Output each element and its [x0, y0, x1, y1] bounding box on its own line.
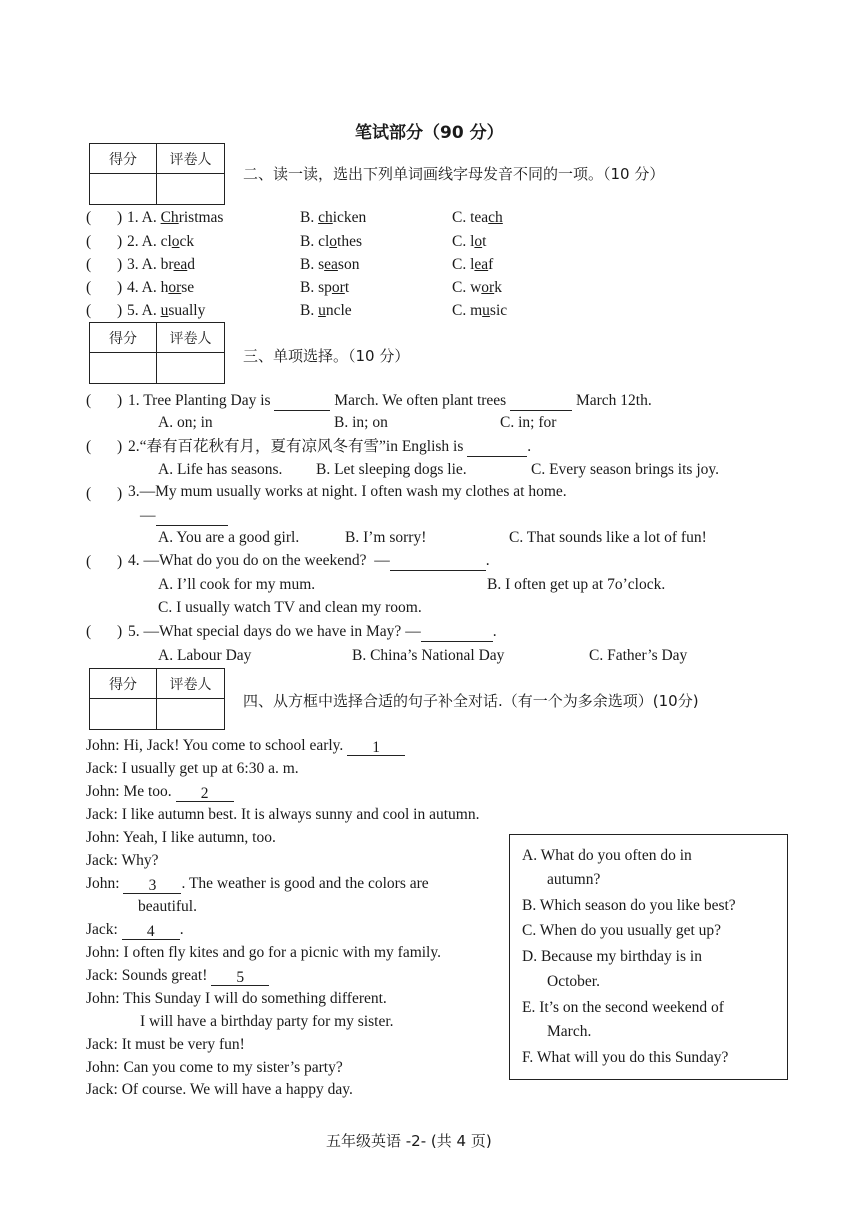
word-part: ck — [179, 233, 195, 250]
dialogue-text: John: Can you come to my sister’s party? — [86, 1059, 343, 1076]
score-cell[interactable] — [90, 699, 157, 729]
score-cell[interactable] — [90, 353, 157, 383]
item-number: 4. A. — [127, 279, 157, 296]
question-number: 2. — [128, 438, 140, 455]
option-letter: C. — [452, 302, 467, 319]
item-number: 5. A. — [127, 302, 157, 319]
word-part: ncle — [325, 302, 352, 319]
word-part: sually — [168, 302, 206, 319]
dialogue-line — [138, 897, 197, 917]
answer-blank[interactable]: 4 — [122, 922, 180, 940]
item-number: 2. A. — [127, 233, 157, 250]
option-letter: B. — [300, 256, 315, 273]
answer-blank[interactable] — [467, 439, 527, 457]
answer-blank[interactable] — [274, 393, 330, 411]
answer-blank[interactable] — [390, 553, 486, 571]
score-label: 得分 — [90, 669, 157, 699]
option-line: autumn? — [547, 871, 601, 888]
question-text: —What do you do on the weekend? — [143, 552, 367, 569]
dialogue-line — [86, 736, 405, 756]
answer-paren-close: ) — [117, 256, 123, 273]
dash: — — [374, 552, 390, 569]
word-part: sic — [489, 302, 508, 319]
dialogue-line — [86, 1080, 353, 1100]
word-part: se — [181, 279, 195, 296]
underlined-letters: u — [160, 302, 169, 319]
grader-label: 评卷人 — [157, 669, 224, 699]
word-option-a — [127, 255, 195, 275]
answer-paren-close: ) — [117, 623, 123, 640]
grader-label: 评卷人 — [157, 144, 224, 174]
answer-paren-open: ( — [86, 233, 92, 250]
option-a: A. on; in — [158, 414, 213, 431]
dialogue-line — [86, 874, 429, 894]
underlined-letters: ch — [488, 209, 503, 226]
word-option-a — [127, 301, 205, 321]
word-option-a — [127, 232, 194, 252]
option-line: F. What will you do this Sunday? — [522, 1049, 729, 1066]
answer-paren-close: ) — [117, 302, 123, 319]
dialogue-text: John: Yeah, I like autumn, too. — [86, 829, 276, 846]
answer-blank[interactable]: 3 — [123, 876, 181, 894]
question-text: —What special days do we have in May? — [143, 623, 402, 640]
dialogue-text: John: Hi, Jack! You come to school early. — [86, 737, 344, 754]
question-5 — [128, 622, 497, 642]
question-text: March. We often plant trees — [334, 392, 507, 409]
word-option-c — [452, 208, 503, 228]
dialogue-text: beautiful. — [138, 898, 197, 915]
section-2-heading: 二、读一读，选出下列单词画线字母发音不同的一项。（10 分） — [243, 165, 665, 183]
option-line: E. It’s on the second weekend of — [522, 999, 724, 1016]
word-part: br — [160, 256, 174, 273]
score-box — [89, 143, 225, 205]
section-4-heading: 四、从方框中选择合适的句子补全对话.（有一个为多余选项）(10分) — [243, 692, 699, 710]
option-b: B. in; on — [334, 414, 388, 431]
dash: — — [405, 623, 421, 640]
answer-blank[interactable] — [510, 393, 572, 411]
question-3-reply — [140, 506, 228, 526]
answer-paren-open: ( — [86, 256, 92, 273]
dialogue-line — [86, 966, 269, 986]
question-2 — [128, 437, 531, 457]
option-a: A. Life has seasons. — [158, 461, 283, 478]
dialogue-line — [86, 1035, 245, 1055]
dialogue-text: John: I often fly kites and go for a picnic with my family. — [86, 944, 441, 961]
option-line: C. When do you usually get up? — [522, 922, 722, 939]
word-option-c — [452, 301, 507, 321]
option-letter: B. — [300, 302, 315, 319]
option-c: C. I usually watch TV and clean my room. — [158, 599, 422, 616]
dialogue-text: I will have a birthday party for my sister. — [140, 1013, 394, 1030]
answer-paren-open: ( — [86, 209, 92, 226]
underlined-letters: ch — [318, 209, 333, 226]
underlined-letters: ea — [474, 256, 489, 273]
word-option-b — [300, 232, 362, 252]
word-option-c — [452, 232, 486, 252]
answer-paren-open: ( — [86, 438, 92, 455]
option-letter: B. — [300, 209, 315, 226]
option-b: B. I’m sorry! — [345, 529, 427, 546]
option-c: C. Father’s Day — [589, 647, 688, 664]
word-part: tea — [470, 209, 489, 226]
answer-paren-open: ( — [86, 485, 92, 502]
grader-cell[interactable] — [157, 353, 224, 383]
dialogue-text: . — [179, 921, 184, 938]
word-part: son — [337, 256, 360, 273]
underlined-letters: u — [318, 302, 326, 319]
word-part: l — [470, 233, 475, 250]
dialogue-line — [86, 920, 184, 940]
dialogue-text: John: Me too. — [86, 783, 172, 800]
score-box — [89, 322, 225, 384]
underlined-letters: o — [329, 233, 338, 250]
word-option-a — [127, 278, 194, 298]
grader-cell[interactable] — [157, 174, 224, 204]
underlined-letters: ea — [173, 256, 188, 273]
underlined-letters: o — [474, 233, 483, 250]
question-number: 4. — [128, 552, 140, 569]
question-text: —My mum usually works at night. I often wash my clothes at home. — [139, 483, 567, 500]
answer-paren-close: ) — [117, 438, 123, 455]
dialogue-text: Jack: Sounds great! — [86, 967, 208, 984]
underlined-letters: u — [482, 302, 490, 319]
dialogue-line — [86, 759, 299, 779]
option-c: C. in; for — [500, 414, 557, 431]
word-option-c — [452, 255, 493, 275]
underlined-letters: or — [481, 279, 495, 296]
score-cell[interactable] — [90, 174, 157, 204]
option-a: A. Labour Day — [158, 647, 252, 664]
page-footer: 五年级英语 -2- (共 4 页) — [326, 1132, 492, 1150]
option-a: A. You are a good girl. — [158, 529, 300, 546]
answer-paren-close: ) — [117, 553, 123, 570]
option-line: March. — [547, 1023, 592, 1040]
score-label: 得分 — [90, 144, 157, 174]
question-4 — [128, 551, 490, 571]
answer-blank[interactable]: 1 — [347, 738, 405, 756]
word-part: d — [187, 256, 196, 273]
dialogue-text: Jack: I like autumn best. It is always sunny and cool in autumn. — [86, 806, 480, 823]
score-box — [89, 668, 225, 730]
word-part: t — [344, 279, 350, 296]
grader-cell[interactable] — [157, 699, 224, 729]
underlined-letters: or — [331, 279, 345, 296]
option-letter: C. — [452, 233, 467, 250]
option-letter: C. — [452, 256, 467, 273]
option-line: A. What do you often do in — [522, 847, 692, 864]
word-part: cl — [318, 233, 330, 250]
underlined-letters: Ch — [160, 209, 179, 226]
word-part: l — [470, 256, 475, 273]
word-part: k — [494, 279, 502, 296]
question-1 — [128, 391, 652, 411]
word-part: m — [470, 302, 483, 319]
dialogue-line — [86, 851, 158, 871]
dialogue-line — [86, 943, 441, 963]
answer-blank[interactable]: 5 — [211, 968, 269, 986]
answer-blank[interactable]: 2 — [176, 784, 234, 802]
underlined-letters: or — [168, 279, 182, 296]
option-c: C. Every season brings its joy. — [531, 461, 719, 478]
option-c: C. That sounds like a lot of fun! — [509, 529, 707, 546]
question-number: 3. — [128, 483, 140, 500]
option-b: B. China’s National Day — [352, 647, 505, 664]
question-text: . — [527, 438, 532, 455]
word-part: f — [488, 256, 494, 273]
word-part: h — [160, 279, 169, 296]
word-part: s — [318, 256, 325, 273]
question-text: . — [485, 552, 490, 569]
word-part: w — [470, 279, 482, 296]
score-label: 得分 — [90, 323, 157, 353]
question-number: 5. — [128, 623, 140, 640]
word-part: t — [482, 233, 487, 250]
dialogue-text: Jack: I usually get up at 6:30 a. m. — [86, 760, 299, 777]
dialogue-text: John: This Sunday I will do something different. — [86, 990, 387, 1007]
word-part: icken — [332, 209, 367, 226]
word-part: thes — [337, 233, 362, 250]
option-letter: C. — [452, 279, 467, 296]
question-3 — [128, 482, 567, 502]
answer-blank[interactable] — [421, 624, 493, 642]
question-text: Tree Planting Day is — [143, 392, 271, 409]
grader-label: 评卷人 — [157, 323, 224, 353]
answer-paren-close: ) — [117, 279, 123, 296]
question-number: 1. — [128, 392, 140, 409]
dialogue-line — [86, 828, 276, 848]
word-option-b — [300, 255, 359, 275]
dialogue-text: Jack: — [86, 921, 118, 938]
word-option-b — [300, 208, 366, 228]
item-number: 1. A. — [127, 209, 157, 226]
word-option-b — [300, 301, 352, 321]
answer-paren-open: ( — [86, 279, 92, 296]
answer-paren-open: ( — [86, 302, 92, 319]
answer-paren-close: ) — [117, 485, 123, 502]
option-letter: C. — [452, 209, 467, 226]
dash: — — [140, 507, 156, 524]
answer-paren-open: ( — [86, 553, 92, 570]
dialogue-text: Jack: Of course. We will have a happy day. — [86, 1081, 353, 1098]
option-a: A. I’ll cook for my mum. — [158, 576, 316, 593]
option-line: October. — [547, 973, 600, 990]
answer-paren-close: ) — [117, 209, 123, 226]
dialogue-text: . The weather is good and the colors are — [181, 875, 429, 892]
word-part: cl — [160, 233, 172, 250]
word-option-c — [452, 278, 502, 298]
option-line: B. Which season do you like best? — [522, 897, 736, 914]
answer-paren-close: ) — [117, 392, 123, 409]
dialogue-text: Jack: Why? — [86, 852, 159, 869]
option-letter: B. — [300, 279, 315, 296]
dialogue-text: Jack: It must be very fun! — [86, 1036, 245, 1053]
answer-paren-close: ) — [117, 233, 123, 250]
question-text: “春有百花秋有月，夏有凉风冬有雪”in English is — [139, 438, 464, 455]
dialogue-text: John: — [86, 875, 120, 892]
option-b: B. I often get up at 7o’clock. — [487, 576, 666, 593]
dialogue-line — [86, 782, 234, 802]
dialogue-line — [86, 1058, 343, 1078]
section-3-heading: 三、单项选择。（10 分） — [243, 347, 410, 365]
question-text: March 12th. — [575, 392, 652, 409]
dialogue-line — [86, 989, 387, 1009]
word-option-b — [300, 278, 349, 298]
word-part: ristmas — [178, 209, 224, 226]
item-number: 3. A. — [127, 256, 157, 273]
question-text: . — [492, 623, 497, 640]
answer-paren-open: ( — [86, 623, 92, 640]
option-b: B. Let sleeping dogs lie. — [316, 461, 467, 478]
answer-blank[interactable] — [156, 508, 228, 526]
page-title: 笔试部分（90 分） — [355, 123, 504, 143]
option-letter: B. — [300, 233, 315, 250]
underlined-letters: ea — [324, 256, 338, 273]
underlined-letters: o — [171, 233, 180, 250]
dialogue-line — [140, 1012, 394, 1032]
answer-paren-open: ( — [86, 392, 92, 409]
option-line: D. Because my birthday is in — [522, 948, 702, 965]
dialogue-line — [86, 805, 479, 825]
word-option-a — [127, 208, 223, 228]
word-part: sp — [318, 279, 332, 296]
